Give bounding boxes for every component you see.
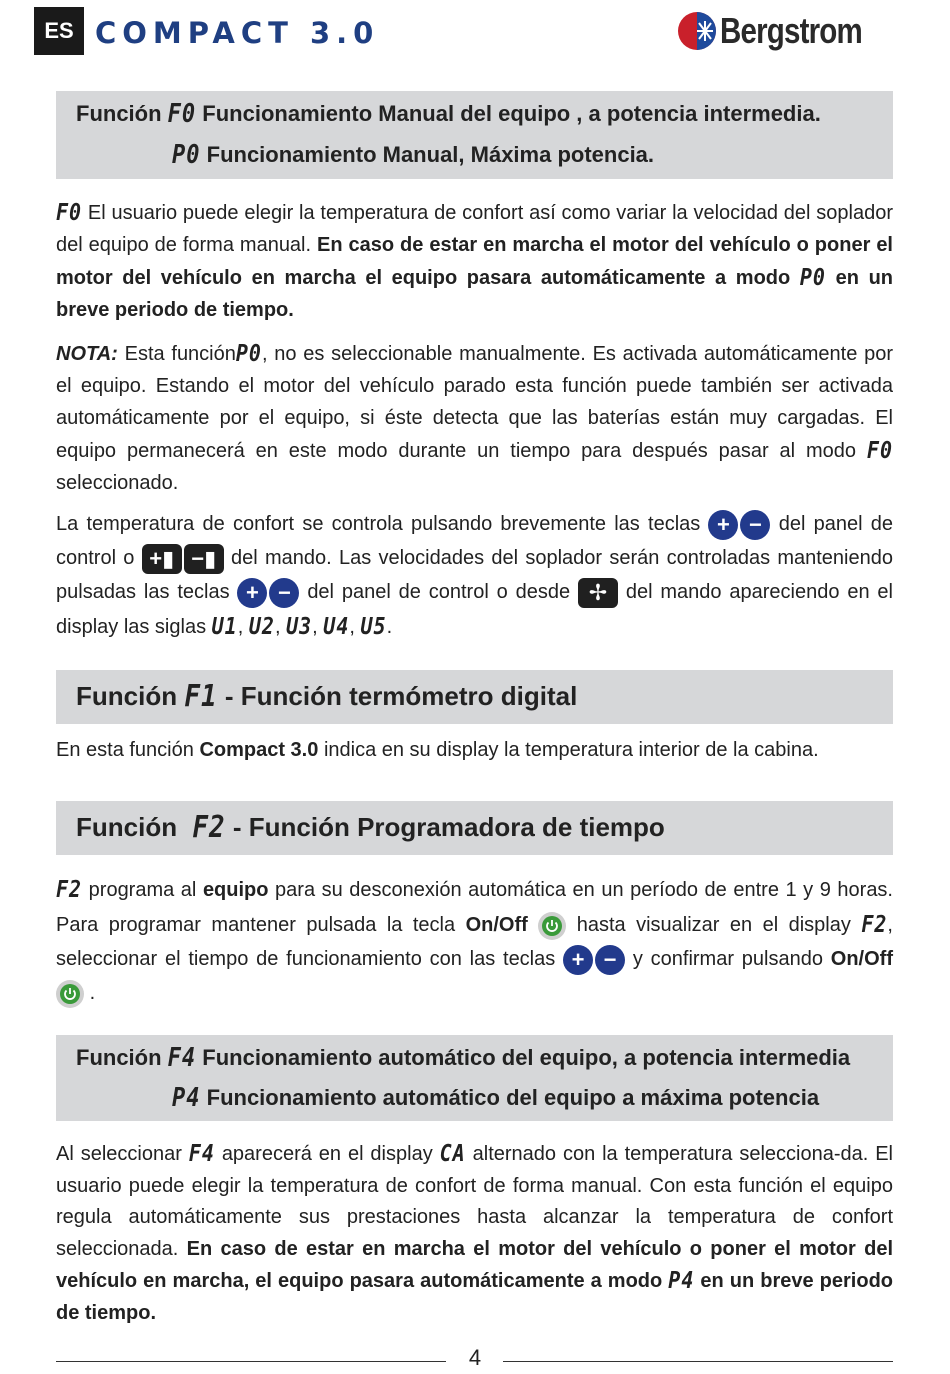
document-title: COMPACT 3.0	[95, 16, 380, 50]
speed-code: U1	[211, 612, 238, 640]
section-f4-heading	[56, 1035, 893, 1121]
footer-rule-right	[503, 1361, 893, 1362]
power-icon	[538, 912, 566, 940]
text: aparecerá en el display	[221, 1143, 433, 1165]
text: del mando. Las velocidades del soplador serán controladas manteniendo pulsadas las teclas	[56, 547, 893, 603]
speed-code: U2	[248, 612, 275, 640]
display-code-f2: F2	[192, 810, 226, 846]
heading-p0-text: Funcionamiento Manual, Máxima potencia.	[206, 142, 655, 167]
page-number: 4	[468, 1345, 482, 1370]
minus-circle-icon: −	[269, 578, 299, 608]
speed-code: U5	[360, 612, 387, 640]
display-code-p4: P4	[668, 1266, 695, 1294]
fan-button-icon: ✢	[578, 578, 618, 608]
paragraph-f4-description	[56, 1138, 893, 1329]
bold-text: On/Off	[465, 914, 528, 936]
snowflake-sun-icon	[677, 11, 717, 51]
section-f2-heading	[56, 801, 893, 855]
remote-plus-icon: +▮	[142, 544, 182, 574]
brand-logo	[677, 10, 893, 52]
text: hasta visualizar en el display	[576, 914, 851, 936]
text: Esta función	[124, 343, 236, 365]
display-code-f0: F0	[866, 436, 893, 464]
text: En esta función	[56, 739, 194, 761]
heading-f0-text: Funcionamiento Manual del equipo , a potencia intermedia.	[202, 101, 821, 126]
text: , no es seleccionable manualmente. Es activada automáticamente por el equipo. Estando el motor del vehículo parado esta función puede también ser activada automáticamente por el equipo, si éste detecta que las baterías están muy cargadas. El equipo permanecerá en este modo durante un tiempo para después pasar al modo	[56, 343, 893, 462]
display-code-f2: F2	[56, 875, 83, 903]
bold-text: En caso de estar en marcha el motor del vehículo o poner el motor del vehículo en marcha, el equipo pasara automáticamente a modo	[56, 1237, 893, 1292]
paragraph-temperature-control: La temperatura de confort se controla pulsando brevemente las teclas + − del panel de control o +▮ −▮ del mando. Las velocidades del soplador serán controladas manteniendo pulsadas las teclas + − del panel de control o desde ✢ del mando apareciendo en el display las siglas U1, U2, U3, U4, U5.	[56, 507, 893, 644]
text: .	[89, 982, 96, 1004]
display-code-f1: F1	[184, 679, 218, 715]
paragraph-nota	[56, 337, 893, 499]
bold-text: On/Off	[830, 948, 893, 970]
display-code-f0: F0	[56, 198, 83, 226]
speed-code: U3	[286, 612, 313, 640]
power-icon	[56, 980, 84, 1008]
minus-circle-icon: −	[595, 945, 625, 975]
paragraph-f0-description	[56, 196, 893, 326]
display-code-f4: F4	[188, 1139, 215, 1167]
heading-prefix: Función	[76, 1045, 162, 1070]
text: del panel de control o desde	[307, 581, 571, 603]
text: del mando apareciendo en el display las siglas	[56, 581, 893, 638]
display-code-f0: F0	[167, 100, 197, 129]
paragraph-f2-description	[56, 872, 893, 1010]
text: para su desconexión automática en un período de entre 1 y 9 horas. Para programar mantener pulsada la tecla	[56, 879, 893, 936]
display-code-ca: CA	[439, 1139, 466, 1167]
display-code-f4: F4	[167, 1044, 197, 1073]
text: indica en su display la temperatura interior de la cabina.	[323, 739, 819, 761]
display-code-p0: P0	[799, 263, 826, 291]
display-code-p0: P0	[172, 141, 201, 170]
language-badge: ES	[34, 7, 84, 55]
heading-f4-text: Funcionamiento automático del equipo, a potencia intermedia	[202, 1045, 851, 1070]
plus-circle-icon: +	[237, 578, 267, 608]
heading-prefix: Función	[76, 812, 178, 842]
display-code-p0: P0	[235, 339, 262, 367]
text: La temperatura de confort se controla pulsando brevemente las teclas	[56, 513, 701, 535]
heading-prefix: Función	[76, 681, 178, 711]
text: Al seleccionar	[56, 1143, 182, 1165]
bold-text: En caso de estar en marcha el motor del vehículo o poner el motor del vehículo en marcha el equipo pasara automáticamente a modo	[56, 234, 893, 289]
heading-f1-text: - Función termómetro digital	[224, 681, 578, 711]
remote-minus-icon: −▮	[184, 544, 224, 574]
text: El usuario puede elegir la temperatura de confort así como variar la velocidad del soplador del equipo de forma manual.	[56, 202, 893, 256]
plus-circle-icon: +	[708, 510, 738, 540]
bold-text: en un breve periodo de tiempo.	[56, 1270, 893, 1324]
text: , seleccionar el tiempo de funcionamiento con las teclas	[56, 914, 893, 970]
plus-circle-icon: +	[563, 945, 593, 975]
bold-text: equipo	[202, 879, 269, 901]
nota-label: NOTA:	[56, 343, 118, 365]
text: programa al	[88, 879, 197, 901]
heading-prefix: Función	[76, 101, 162, 126]
heading-f2-text: - Función Programadora de tiempo	[232, 812, 665, 842]
display-code-f2: F2	[861, 910, 888, 938]
speed-code: U4	[323, 612, 350, 640]
paragraph-f1-description	[56, 734, 893, 766]
section-f0-heading	[56, 91, 893, 179]
minus-circle-icon: −	[740, 510, 770, 540]
brand-name: Bergstrom	[719, 10, 862, 51]
section-f1-heading	[56, 670, 893, 724]
text: seleccionado.	[56, 472, 179, 494]
text: alternado con la temperatura selecciona-da. El usuario puede elegir la temperatura de confort de forma manual. Con esta función el equipo regula automáticamente sus prestaciones hasta alcanzar la temperatura de confort seleccionada.	[56, 1143, 893, 1260]
text: del panel de control o	[56, 513, 893, 569]
heading-p4-text: Funcionamiento automático del equipo a máxima potencia	[206, 1085, 820, 1110]
bold-text: Compact 3.0	[199, 739, 319, 761]
text: y confirmar pulsando	[632, 948, 823, 970]
display-code-p4: P4	[172, 1084, 201, 1113]
bold-text: en un breve periodo de tiempo.	[56, 267, 894, 321]
footer-rule-left	[56, 1361, 446, 1362]
